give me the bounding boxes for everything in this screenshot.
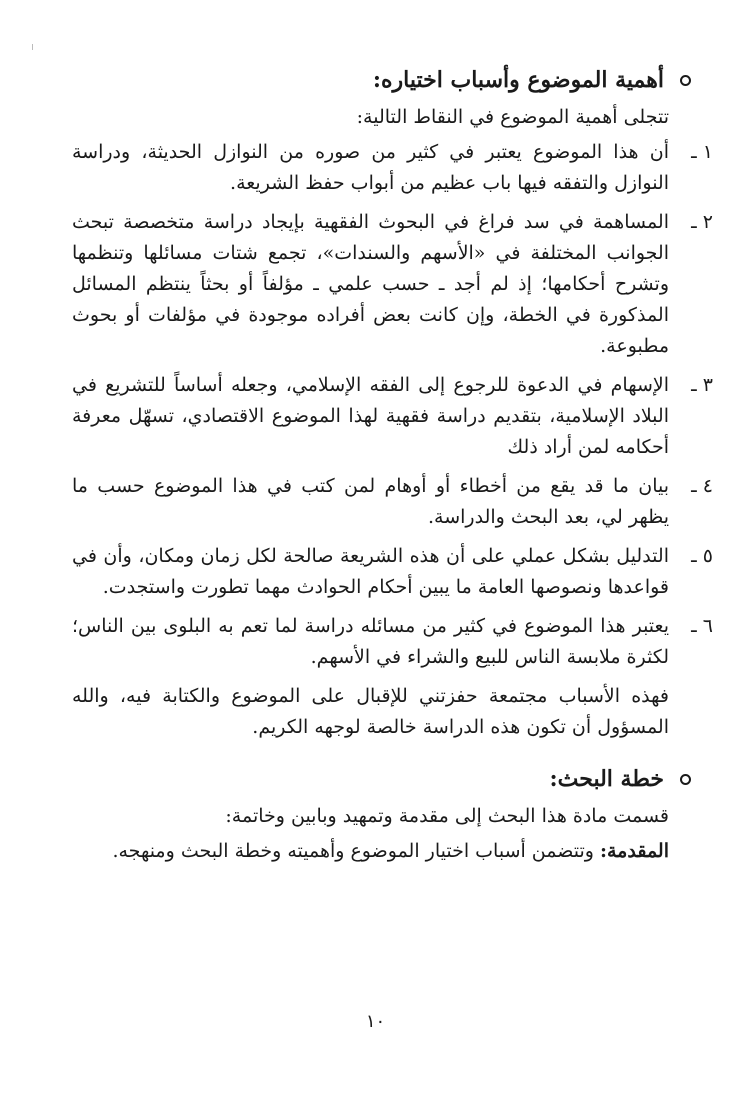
definition-label: المقدمة:: [599, 840, 669, 862]
list-item: [72, 137, 713, 199]
item-text: التدليل بشكل عملي على أن هذه الشريعة صالحة لكل زمان ومكان، وأن في قواعدها ونصوصها العامة ما يبين أحكام الحوادث مهما تطورت واستجدت.: [72, 545, 669, 598]
item-text: أن هذا الموضوع يعتبر في كثير من صوره من النوازل الحديثة، ودراسة النوازل والتفقه فيها باب عظيم من أبواب حفظ الشريعة.: [72, 141, 669, 194]
circle-bullet-icon: [680, 774, 691, 785]
heading-text: خطة البحث:: [549, 766, 664, 792]
plan-intro: قسمت مادة هذا البحث إلى مقدمة وتمهيد وبابين وخاتمة:: [225, 805, 669, 827]
item-text: المساهمة في سد فراغ في البحوث الفقهية بإيجاد دراسة متخصصة تبحث الجوانب المختلفة في «الأسهم والسندات»، تجمع شتات مسائلها وتنظمها وتشرح أحكامها؛ إذ لم أجد ـ حسب علمي ـ مؤلفاً أو بحثاً ينتظم المسائل المذكورة في الخطة، وإن كانت بعض أفراده موجودة في مؤلفات أو بحوث مطبوعة.: [72, 211, 669, 357]
item-number: ٦ ـ: [691, 615, 713, 637]
list-item: [72, 207, 713, 362]
item-number: ٣ ـ: [691, 374, 713, 396]
introduction-definition: [72, 836, 669, 867]
list-item: [72, 471, 713, 533]
heading-text: أهمية الموضوع وأسباب اختياره:: [372, 67, 664, 93]
page-number: ١٠: [365, 1011, 386, 1032]
scan-mark: [32, 44, 33, 50]
circle-bullet-icon: [680, 75, 691, 86]
list-item: [72, 611, 713, 673]
definition-text: وتتضمن أسباب اختيار الموضوع وأهميته وخطة البحث ومنهجه.: [112, 840, 594, 862]
closing-paragraph: فهذه الأسباب مجتمعة حفزتني للإقبال على الموضوع والكتابة فيه، والله المسؤول أن تكون هذه الدراسة خالصة لوجهه الكريم.: [72, 685, 669, 738]
intro-paragraph: تتجلى أهمية الموضوع في النقاط التالية:: [356, 106, 669, 128]
section-heading-plan: [72, 761, 669, 797]
list-item: [72, 370, 713, 463]
item-number: ٤ ـ: [691, 475, 713, 497]
item-text: بيان ما قد يقع من أخطاء أو أوهام لمن كتب في هذا الموضوع حسب ما يظهر لي، بعد البحث والدراسة.: [72, 475, 669, 528]
item-number: ١ ـ: [691, 141, 713, 163]
section-heading-importance: [72, 62, 669, 98]
item-text: يعتبر هذا الموضوع في كثير من مسائله دراسة لما تعم به البلوى بين الناس؛ لكثرة ملابسة الناس للبيع والشراء في الأسهم.: [72, 615, 669, 668]
list-item: [72, 541, 713, 603]
item-number: ٥ ـ: [691, 545, 713, 567]
item-number: ٢ ـ: [691, 211, 713, 233]
item-text: الإسهام في الدعوة للرجوع إلى الفقه الإسلامي، وجعله أساساً للتشريع في البلاد الإسلامية، بتقديم دراسة فقهية لهذا الموضوع الاقتصادي، تسهّل معرفة أحكامه لمن أراد ذلك: [72, 374, 669, 458]
